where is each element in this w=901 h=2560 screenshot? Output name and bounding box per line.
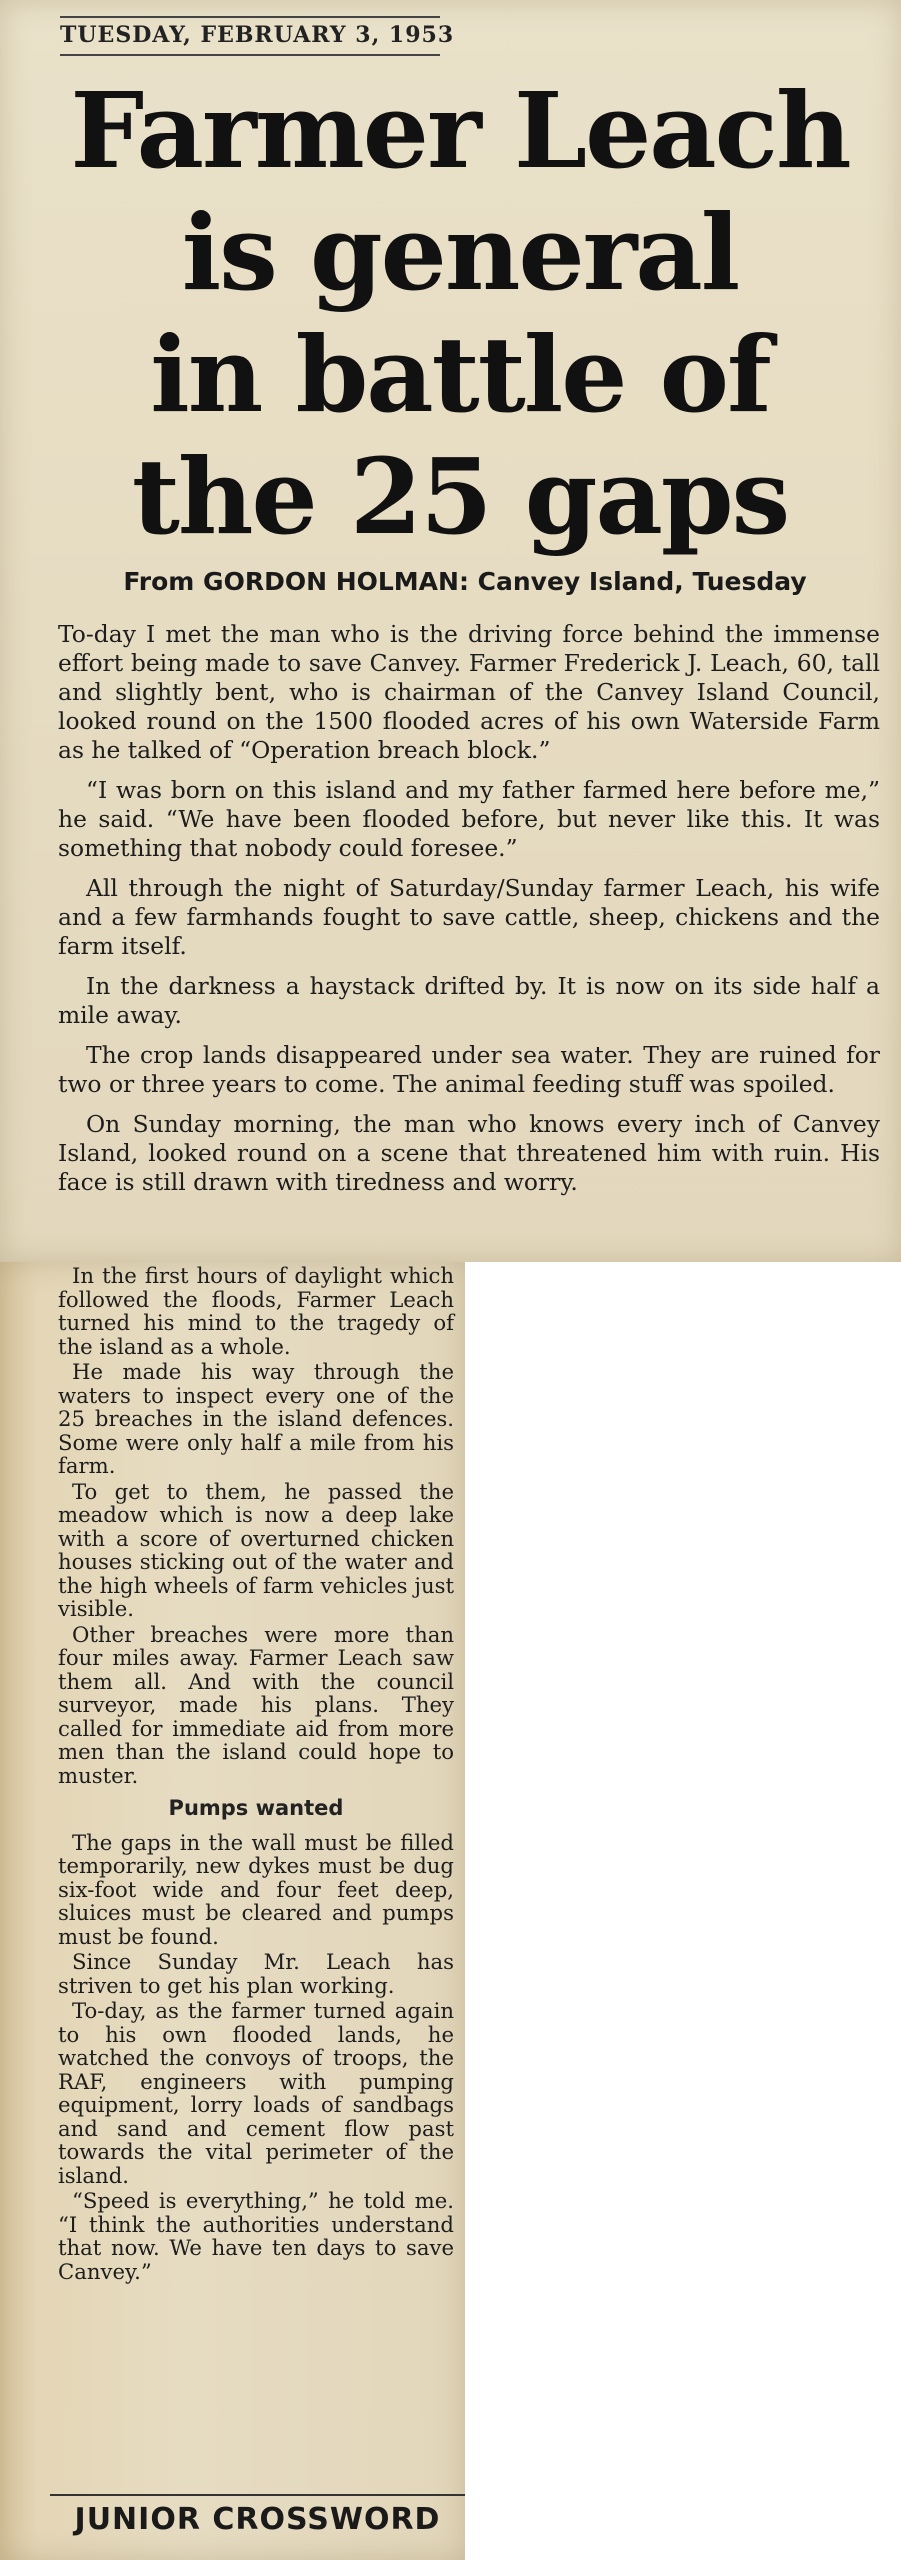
dateline: TUESDAY, FEBRUARY 3, 1953 [60, 22, 455, 48]
byline: From GORDON HOLMAN: Canvey Island, Tuesday [123, 567, 807, 596]
headline-line: the 25 gaps [131, 435, 789, 558]
paragraph: He made his way through the waters to inspect every one of the 25 breaches in the island defences. Some were only half a mile from his farm. [58, 1359, 454, 1478]
paragraph: “Speed is everything,” he told me. “I think the authorities understand that now. We have ten days to save Canvey.” [58, 2188, 454, 2284]
headline-line: is general [181, 191, 739, 314]
dateline-rule-top [60, 16, 440, 18]
footer-rule [50, 2494, 465, 2496]
headline [40, 70, 880, 558]
paragraph: All through the night of Saturday/Sunday farmer Leach, his wife and a few farmhands fought to save cattle, sheep, chickens and the farm itself. [58, 874, 880, 960]
article-lead [58, 620, 880, 1208]
paragraph: In the darkness a haystack drifted by. It is now on its side half a mile away. [58, 972, 880, 1029]
paragraph: To-day I met the man who is the driving force behind the immense effort being made to save Canvey. Farmer Frederick J. Leach, 60, tall and slightly bent, who is chairman of the Canvey Island Council, looked round on the 1500 flooded acres of his own Waterside Farm as he talked of “Operation breach block.” [58, 620, 880, 764]
footer-heading: JUNIOR CROSSWORD [74, 2502, 441, 2537]
paragraph: On Sunday morning, the man who knows every inch of Canvey Island, looked round on a scene that threatened him with ruin. His face is still drawn with tiredness and worry. [58, 1110, 880, 1196]
headline-line: Farmer Leach [70, 69, 850, 192]
paragraph: In the first hours of daylight which followed the floods, Farmer Leach turned his mind to the tragedy of the island as a whole. [58, 1263, 454, 1359]
paragraph: The crop lands disappeared under sea water. They are ruined for two or three years to come. The animal feeding stuff was spoiled. [58, 1041, 880, 1098]
headline-line: in battle of [150, 313, 770, 436]
article-column [58, 1264, 454, 2285]
paragraph: The gaps in the wall must be filled temporarily, new dykes must be dug six-foot wide and four feet deep, sluices must be cleared and pumps must be found. [58, 1829, 454, 1949]
paragraph: Since Sunday Mr. Leach has striven to get his plan working. [58, 1949, 454, 1998]
paragraph: To-day, as the farmer turned again to his own flooded lands, he watched the convoys of troops, the RAF, engineers with pumping equipment, lorry loads of sandbags and sand and cement flow past towards the vital perimeter of the island. [58, 1998, 454, 2188]
paragraph: To get to them, he passed the meadow which is now a deep lake with a score of overturned chicken houses sticking out of the water and the high wheels of farm vehicles just visible. [58, 1478, 454, 1621]
paragraph: “I was born on this island and my father farmed here before me,” he said. “We have been flooded before, but never like this. It was something that nobody could foresee.” [58, 776, 880, 862]
dateline-rule-bottom [60, 54, 440, 56]
paragraph: Other breaches were more than four miles away. Farmer Leach saw them all. And with the council surveyor, made his plans. They called for immediate aid from more men than the island could hope to muster. [58, 1621, 454, 1788]
subheading: Pumps wanted [168, 1796, 344, 1820]
